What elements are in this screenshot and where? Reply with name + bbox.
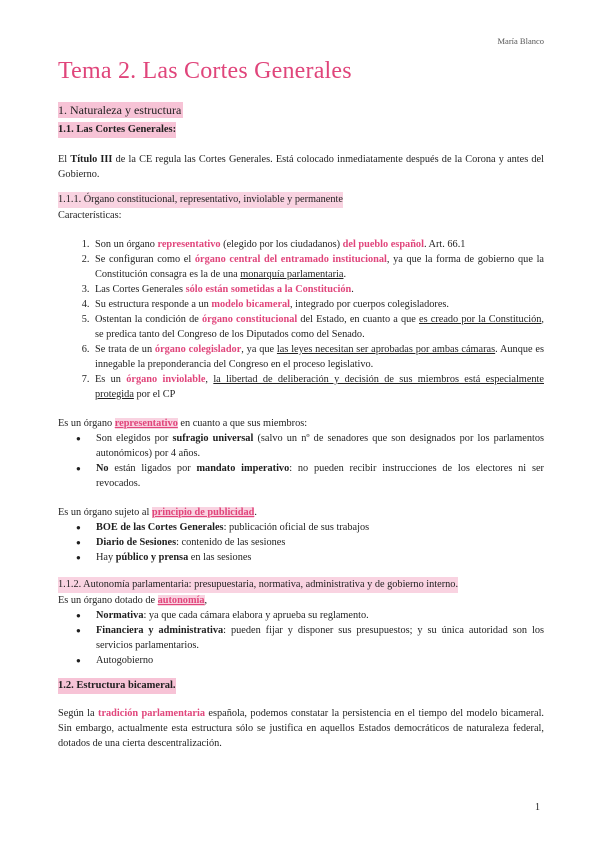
list-item: ● Financiera y administrativa: pueden fijar y disponer sus presupuestos; y su única autoridad son los servicios parlamentarios. <box>92 623 544 653</box>
characteristics-label: Características: <box>58 210 122 221</box>
list-item: 4. Su estructura responde a un modelo bicameral, integrado por cuerpos colegisladores. <box>92 297 544 312</box>
list-item: ● Diario de Sesiones: contenido de las sesiones <box>92 535 544 550</box>
list-item: ● Hay público y prensa en las sesiones <box>92 550 544 565</box>
list-item: ● BOE de las Cortes Generales: publicación oficial de sus trabajos <box>92 520 544 535</box>
autonomy-bullets <box>58 608 544 668</box>
list-item: 7. Es un órgano inviolable, la libertad de deliberación y decisión de sus miembros está especialmente protegida por el CP <box>92 372 544 402</box>
representative-intro: Es un órgano representativo en cuanto a que sus miembros: <box>58 418 308 429</box>
page-title: Tema 2. Las Cortes Generales <box>58 58 352 84</box>
list-item: 1. Son un órgano representativo (elegido por los ciudadanos) del pueblo español. Art. 66.1 <box>92 237 544 252</box>
document-body <box>58 100 544 751</box>
page-number: 1 <box>535 802 540 813</box>
list-item: ● Autogobierno <box>92 653 544 668</box>
bicameral-paragraph: Según la tradición parlamentaria española, podemos constatar la persistencia en el tiempo del modelo bicameral. Sin embargo, actualmente esta estructura sólo se justifica en aquellos Estados democráticos de naturaleza federal, dotados de una cierta descentralización. <box>58 708 544 749</box>
list-item: 5. Ostentan la condición de órgano constitucional del Estado, en cuanto a que es creado por la Constitución, se predica tanto del Congreso de los Diputados como del Senado. <box>92 312 544 342</box>
author-name: María Blanco <box>497 36 544 46</box>
list-item: ● No están ligados por mandato imperativo: no pueden recibir instrucciones de los electores ni ser revocados. <box>92 461 544 491</box>
section-heading-1-1: 1.1. Las Cortes Generales: <box>58 122 176 138</box>
section-heading-1: 1. Naturaleza y estructura <box>58 103 182 117</box>
characteristics-list <box>58 237 544 402</box>
intro-paragraph: El Título III de la CE regula las Cortes Generales. Está colocado inmediatamente después de la Corona y antes del Gobierno. <box>58 154 544 180</box>
publicity-bullets <box>58 520 544 565</box>
section-heading-1-2: 1.2. Estructura bicameral. <box>58 678 176 694</box>
section-heading-1-1-1: 1.1.1. Órgano constitucional, representativo, inviolable y permanente <box>58 192 343 208</box>
publicity-intro: Es un órgano sujeto al principio de publicidad. <box>58 507 257 518</box>
list-item: 3. Las Cortes Generales sólo están sometidas a la Constitución. <box>92 282 544 297</box>
list-item: 6. Se trata de un órgano colegislador, ya que las leyes necesitan ser aprobadas por ambas cámaras. Aunque es innegable la preponderancia del Congreso en el proceso legislativo. <box>92 342 544 372</box>
section-heading-1-1-2: 1.1.2. Autonomía parlamentaria: presupuestaria, normativa, administrativa y de gobierno interno. <box>58 577 458 593</box>
autonomy-intro: Es un órgano dotado de autonomía, <box>58 595 208 606</box>
list-item: ● Son elegidos por sufragio universal (salvo un nº de senadores que son designados por los parlamentos autonómicos) por 4 años. <box>92 431 544 461</box>
list-item: ● Normativa: ya que cada cámara elabora y aprueba su reglamento. <box>92 608 544 623</box>
list-item: 2. Se configuran como el órgano central del entramado institucional, ya que la forma de gobierno que la Constitución consagra es la de una monarquía parlamentaria. <box>92 252 544 282</box>
representative-bullets <box>58 431 544 491</box>
